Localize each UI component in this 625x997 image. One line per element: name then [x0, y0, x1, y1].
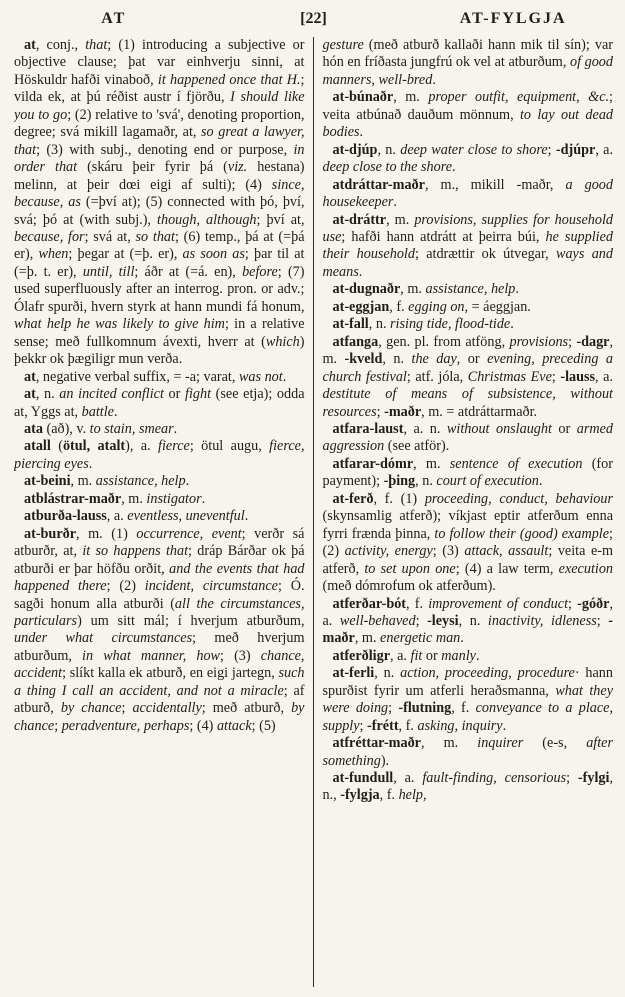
plain-text: .	[538, 473, 543, 490]
plain-text: , a. n.	[403, 420, 447, 437]
plain-text: .	[185, 473, 190, 490]
plain-text: ;	[388, 700, 399, 717]
plain-text: , m.	[393, 89, 429, 106]
plain-text: , m.	[386, 211, 415, 228]
gloss-text: before	[242, 263, 278, 280]
gloss-text: an incited conflict	[59, 386, 164, 403]
headword-text: -djúpr	[555, 141, 596, 158]
plain-text: ; þegar at (=þ. er),	[68, 246, 183, 263]
plain-text: .	[359, 124, 364, 141]
column-right	[313, 37, 614, 987]
gloss-text: by chance	[60, 700, 122, 717]
plain-text: , m.	[420, 735, 478, 752]
plain-text: ; (3)	[432, 543, 465, 560]
dictionary-entry	[14, 526, 305, 735]
gloss-text: well-behaved	[339, 612, 416, 629]
plain-text: , f.	[379, 787, 399, 804]
headword-text: at-burðr	[24, 525, 77, 542]
plain-text: .	[201, 490, 206, 507]
plain-text: , f.	[389, 298, 409, 315]
dictionary-entry	[323, 281, 614, 298]
plain-text: (með dómrofum ok atferðum).	[322, 578, 496, 595]
gloss-text: fierce	[158, 438, 190, 455]
plain-text: , conj.,	[35, 37, 86, 53]
dictionary-entry	[323, 648, 614, 665]
plain-text: , = áeggjan.	[464, 298, 531, 315]
plain-text: .	[510, 316, 514, 333]
gloss-text: rising tide, flood-tide	[390, 316, 511, 333]
headword-text: -frétt	[367, 717, 399, 734]
gloss-text: so that	[135, 228, 175, 245]
plain-text: ;	[551, 368, 561, 385]
plain-text: (e-s,	[523, 735, 587, 752]
gloss-text: inquirer	[477, 735, 524, 752]
gloss-text: armed aggression	[322, 420, 613, 455]
plain-text: ; ötul augu,	[189, 438, 270, 455]
gloss-text: evening, preceding a church festival	[322, 351, 613, 385]
headword-text: atfarar-dómr	[332, 455, 414, 472]
plain-text: , m.	[121, 490, 147, 507]
plain-text: ; in a relative sense; með fullkomnum ávexti, hverr at (	[14, 316, 305, 350]
plain-text: .	[460, 630, 464, 647]
plain-text: .	[515, 281, 519, 298]
headword-text: -dagr	[576, 333, 610, 350]
dictionary-entry	[14, 369, 305, 386]
plain-text: ; vilda ek, at þú réðist austr í fjörðu,	[14, 71, 305, 106]
plain-text: ; (5)	[251, 717, 276, 734]
plain-text: , f.	[451, 700, 476, 717]
gloss-text: it happened once that H.	[157, 71, 301, 88]
plain-text: (for payment);	[322, 455, 613, 490]
headword-text: -flutning	[398, 700, 452, 717]
plain-text: , m.	[354, 630, 381, 647]
gloss-text: it so happens that	[82, 543, 189, 560]
plain-text: , n.	[382, 351, 412, 368]
gloss-text: such a thing I call an accident, and not a miracle	[14, 665, 305, 699]
gloss-text: as soon as	[182, 246, 245, 263]
plain-text: or	[163, 386, 186, 403]
headword-text: -þing	[383, 473, 416, 490]
plain-text: , f. (1)	[373, 490, 425, 507]
gloss-text: execution	[558, 560, 613, 577]
gloss-text: in order that	[14, 141, 305, 176]
plain-text: .	[282, 368, 287, 385]
plain-text: ; (4)	[189, 717, 217, 734]
plain-text: ; dráp Bárðar ok þá atburði er þar höfðu orðit,	[14, 543, 305, 577]
gloss-text: assistance, help	[425, 281, 516, 298]
plain-text: , n.	[368, 316, 391, 333]
headword-text: -lauss	[560, 368, 596, 385]
gloss-text: that	[85, 37, 108, 53]
plain-text: (með atburð kallaði hann mik til sín); var hón en fríðasta jungfrú ok vel at atburðum,	[322, 37, 613, 71]
plain-text: ; með atburð,	[201, 700, 292, 717]
gloss-text: asking, inquiry	[417, 717, 503, 734]
dictionary-entry	[14, 473, 305, 490]
plain-text: ;	[596, 612, 609, 629]
header-keyword-right: AT-FYLGJA	[459, 10, 567, 27]
gloss-text: without onslaught	[446, 420, 552, 437]
plain-text: hestana) melinn, at þeir dœi eigi af sulti); (4)	[14, 159, 305, 193]
headword-text: ötul, atalt	[62, 438, 126, 455]
plain-text: .	[502, 717, 507, 734]
text-columns	[14, 37, 613, 987]
plain-text: ; hafði hann atdrátt at þeirra búi,	[341, 228, 546, 245]
dictionary-entry	[323, 299, 614, 316]
dictionary-entry	[14, 37, 305, 369]
dictionary-entry	[14, 491, 305, 508]
gloss-text: occurrence, event	[136, 525, 242, 542]
headword-text: -góðr	[577, 595, 610, 612]
page-number: [22]	[300, 10, 327, 27]
dictionary-entry	[14, 508, 305, 525]
plain-text: ; (2)	[322, 525, 613, 560]
plain-text: .	[173, 420, 178, 437]
gloss-text: Christmas Eve	[467, 368, 552, 385]
plain-text: ;	[568, 595, 578, 612]
plain-text: ;	[568, 333, 577, 350]
gloss-text: ways and means	[322, 246, 613, 280]
gloss-text: a good housekeeper	[322, 176, 613, 211]
headword-text: at-búnaðr	[332, 89, 394, 106]
gloss-text: of good manners, well-bred	[322, 54, 613, 88]
plain-text: , m. (1)	[76, 525, 137, 542]
gloss-text: I should like you to go	[14, 89, 305, 123]
plain-text: , n.,	[322, 770, 613, 804]
plain-text: .	[244, 508, 249, 525]
gloss-text: provisions	[509, 333, 569, 350]
headword-text: at	[24, 37, 36, 53]
gloss-text: chance, accident	[14, 647, 305, 682]
dictionary-entry	[323, 316, 614, 333]
plain-text: , a.	[595, 368, 613, 385]
gloss-text: inactivity, idleness	[487, 612, 597, 629]
gloss-text: he supplied their household	[322, 228, 613, 263]
headword-text: at	[24, 386, 36, 403]
plain-text: ; þar til at (=þ. t. er),	[14, 246, 305, 280]
plain-text: ; veita e-m atferð,	[322, 543, 613, 577]
plain-text: .	[113, 403, 118, 420]
plain-text: ; atdrættir ok útvegar,	[414, 246, 556, 263]
plain-text: ; verðr sá atburðr, at,	[14, 525, 305, 560]
plain-text: ; með hverjum atburðum,	[14, 630, 305, 664]
gloss-text: battle	[81, 403, 114, 420]
plain-text: .	[475, 647, 480, 664]
headword-text: -leysi	[427, 612, 459, 629]
gloss-text: to set upon one	[364, 560, 456, 577]
plain-text: (að), v.	[42, 420, 90, 437]
plain-text: .	[452, 159, 456, 176]
plain-text: ; atf. jóla,	[406, 368, 468, 385]
plain-text: , n.	[415, 473, 437, 490]
gloss-text: to stain, smear	[89, 420, 174, 437]
plain-text: , a.	[393, 770, 423, 787]
headword-text: at-eggjan	[332, 298, 390, 315]
headword-text: -fylgja	[340, 787, 380, 804]
gloss-text: fight	[185, 386, 212, 403]
gloss-text: court of execution	[436, 473, 539, 490]
plain-text: , m., mikill -maðr,	[424, 176, 566, 193]
headword-text: -fylgi	[577, 770, 610, 787]
headword-text: at-fall	[332, 316, 369, 333]
plain-text: ;	[359, 717, 368, 734]
dictionary-entry	[14, 438, 305, 473]
gloss-text: accidentally	[132, 700, 202, 717]
plain-text: ), a.	[125, 438, 159, 455]
headword-text: atfréttar-maðr	[332, 735, 421, 752]
plain-text: ; af atburð,	[14, 682, 305, 717]
gloss-text: proceeding, conduct, behaviour	[424, 490, 613, 507]
plain-text: ; (2) relative to 'svá', denoting proportion, degree; svá mikill lagamaðr, at,	[14, 106, 305, 141]
gloss-text: all the circumstances, particulars	[14, 595, 305, 629]
plain-text: , m.	[70, 473, 96, 490]
gloss-text: proper outfit, equipment, &c.	[428, 89, 610, 106]
plain-text: or	[551, 420, 577, 437]
dictionary-entry	[323, 456, 614, 491]
dictionary-entry	[323, 735, 614, 770]
plain-text: , m.	[413, 455, 450, 472]
dictionary-entry	[323, 89, 614, 141]
headword-text: atall	[24, 438, 51, 455]
plain-text: (=því at); (5) connected with þó, því, svá; þó at (with subj.),	[14, 194, 305, 228]
gloss-text: deep close to the shore	[322, 159, 452, 176]
plain-text: ; (1) introducing a subjective or objective clause; þat var einhverju sinni, at Höskuldr hafði vinaboð,	[14, 37, 305, 88]
plain-text: .	[432, 71, 436, 88]
plain-text: ; svá at,	[84, 228, 136, 245]
gloss-text: provisions, supplies for household use	[322, 211, 613, 245]
dictionary-entry	[14, 386, 305, 421]
headword-text: at-djúp	[332, 141, 378, 158]
gloss-text: attack	[216, 717, 252, 734]
gloss-text: fault-finding, censorious	[422, 770, 567, 787]
plain-text: , or	[456, 351, 488, 368]
plain-text: or	[422, 647, 442, 664]
plain-text: , m.	[400, 281, 426, 298]
headword-text: -kveld	[344, 351, 383, 368]
plain-text: (skynsamlig atferð); víkjast eptir atferðum enna fyrri frænda þinna,	[322, 508, 613, 542]
dictionary-entry	[323, 142, 614, 177]
headword-text: -maðr	[322, 612, 613, 647]
headword-text: atfanga	[332, 333, 379, 350]
plain-text: , f.	[406, 595, 429, 612]
dictionary-entry	[323, 665, 614, 735]
dictionary-entry	[323, 596, 614, 648]
column-left	[14, 37, 313, 987]
plain-text: , n.	[377, 141, 401, 158]
gloss-text: after something	[322, 735, 613, 769]
headword-text: ata	[24, 420, 43, 437]
gloss-text: manly	[441, 647, 476, 664]
gloss-text: because, for	[14, 228, 85, 245]
headword-text: at-dráttr	[332, 211, 387, 228]
plain-text: ; (6) temp., þá at (=þá er),	[14, 228, 305, 263]
plain-text: .	[393, 194, 397, 211]
gloss-text: assistance, help	[95, 473, 186, 490]
plain-text: ;	[54, 717, 62, 734]
gloss-text: action, proceeding, procedure	[400, 665, 575, 682]
plain-text: ; veita atbúnað dauðum mönnum,	[322, 89, 613, 123]
gloss-text: help,	[398, 787, 427, 804]
headword-text: at-dugnaðr	[332, 281, 401, 298]
gloss-text: fit	[410, 647, 423, 664]
plain-text: ;	[121, 700, 133, 717]
plain-text: , m.	[322, 333, 613, 368]
gloss-text: when	[38, 246, 69, 263]
dictionary-entry	[323, 421, 614, 456]
gloss-text: gesture	[322, 37, 364, 53]
headword-text: at-ferð	[332, 490, 374, 507]
gloss-text: which	[265, 333, 300, 350]
dictionary-entry	[323, 212, 614, 282]
plain-text: ; því at,	[256, 211, 305, 228]
plain-text: ;	[415, 612, 428, 629]
headword-text: -maðr	[384, 403, 422, 420]
plain-text: ;	[566, 770, 578, 787]
gloss-text: energetic man	[380, 630, 461, 647]
headword-text: at-fundull	[332, 770, 394, 787]
plain-text: ; áðr at (=á. en),	[134, 263, 243, 280]
gloss-text: peradventure, perhaps	[61, 717, 190, 734]
headword-text: at	[24, 368, 36, 385]
plain-text: ; (3)	[220, 647, 261, 664]
plain-text: , n.	[458, 612, 488, 629]
gloss-text: attack, assault	[464, 543, 549, 560]
gloss-text: under what circumstances	[14, 630, 193, 647]
plain-text: (skáru þeir fyrir þá (	[77, 159, 228, 176]
headword-text: atferðar-bót	[332, 595, 407, 612]
gloss-text: and the events that had happened there	[14, 560, 305, 595]
gloss-text: conveyance to a place, supply	[322, 700, 613, 734]
gloss-text: activity, energy	[344, 543, 433, 560]
plain-text: (see atför).	[384, 438, 450, 455]
plain-text: (	[50, 438, 63, 455]
plain-text: ; (2)	[106, 578, 145, 595]
dictionary-entry	[323, 334, 614, 421]
gloss-text: was not	[238, 368, 283, 385]
plain-text: ; Ó. sagði honum alla atburði (	[14, 578, 305, 612]
headword-text: at-beini	[24, 473, 71, 490]
headword-text: atblástrar-maðr	[24, 490, 122, 507]
plain-text: ;	[547, 141, 556, 158]
headword-text: atdráttar-maðr	[332, 176, 425, 193]
plain-text: ) um sitt mál; í hverjum atburðum,	[77, 612, 305, 629]
gloss-text: destitute of means of subsistence, without resources	[322, 386, 613, 420]
gloss-text: the day	[411, 351, 457, 368]
headword-text: atburða-lauss	[24, 508, 107, 525]
gloss-text: deep water close to shore	[400, 141, 548, 158]
page-header	[14, 10, 613, 28]
plain-text: .	[358, 263, 363, 280]
plain-text: ; slíkt kalla ek atburð, en eigi jartegn,	[62, 665, 279, 682]
dictionary-entry	[14, 421, 305, 438]
gloss-text: so great a lawyer, that	[14, 124, 305, 158]
dictionary-entry	[323, 37, 614, 89]
gloss-text: to follow their (good) example	[434, 525, 610, 542]
gloss-text: what they were doing	[322, 682, 613, 717]
gloss-text: until, till	[82, 263, 135, 280]
gloss-text: egging on	[408, 298, 465, 315]
gloss-text: fierce, piercing eyes	[14, 438, 305, 472]
gloss-text: though, although	[157, 211, 257, 228]
plain-text: , gen. pl. from atföng,	[378, 333, 510, 350]
gloss-text: to lay out dead bodies	[322, 106, 613, 141]
plain-text: , negative verbal suffix, = -a; varat,	[35, 368, 239, 385]
header-keyword-left: AT	[101, 10, 127, 27]
gloss-text: viz.	[227, 159, 248, 176]
gloss-text: in what manner, how	[82, 647, 221, 664]
gloss-text: eventless, uneventful	[127, 508, 245, 525]
dictionary-entry	[323, 491, 614, 596]
plain-text: , m. = atdráttarmaðr.	[421, 403, 538, 420]
plain-text: , n.	[35, 386, 60, 403]
plain-text: ).	[380, 752, 390, 769]
gloss-text: incident, circumstance	[144, 578, 278, 595]
plain-text: · hann spurðist fyrir um atferli heraðsmanna,	[322, 665, 613, 699]
plain-text: ; (7) used superfluously after an interrog. pron. or adv.; Ólafr spurði, hvern styrk at hann mundi fá honum,	[14, 263, 305, 315]
headword-text: at-ferli	[332, 665, 375, 682]
gloss-text: what help he was likely to give him	[14, 316, 225, 333]
plain-text: ) þekkr ok þægiligr mun verða.	[14, 333, 305, 368]
headword-text: atferðligr	[332, 647, 391, 664]
plain-text: .	[88, 455, 93, 472]
dictionary-entry	[323, 770, 614, 805]
plain-text: , f.	[398, 717, 418, 734]
plain-text: ; (3) with subj., denoting end or purpose,	[36, 141, 294, 158]
plain-text: , a.	[390, 647, 411, 664]
headword-text: atfara-laust	[332, 420, 404, 437]
plain-text: ; (4) a law term,	[455, 560, 559, 577]
plain-text: , a.	[595, 141, 613, 158]
plain-text: , a.	[106, 508, 128, 525]
plain-text: ;	[376, 403, 385, 420]
gloss-text: since, because, as	[14, 176, 305, 211]
plain-text: , n.	[374, 665, 401, 682]
plain-text: (see etja); odda at, Yggs at,	[14, 386, 305, 420]
gloss-text: sentence of execution	[449, 455, 583, 472]
plain-text: , a.	[322, 595, 613, 629]
gloss-text: improvement of conduct	[428, 595, 569, 612]
gloss-text: instigator	[146, 490, 202, 507]
dictionary-entry	[323, 177, 614, 212]
gloss-text: by chance	[14, 700, 305, 734]
